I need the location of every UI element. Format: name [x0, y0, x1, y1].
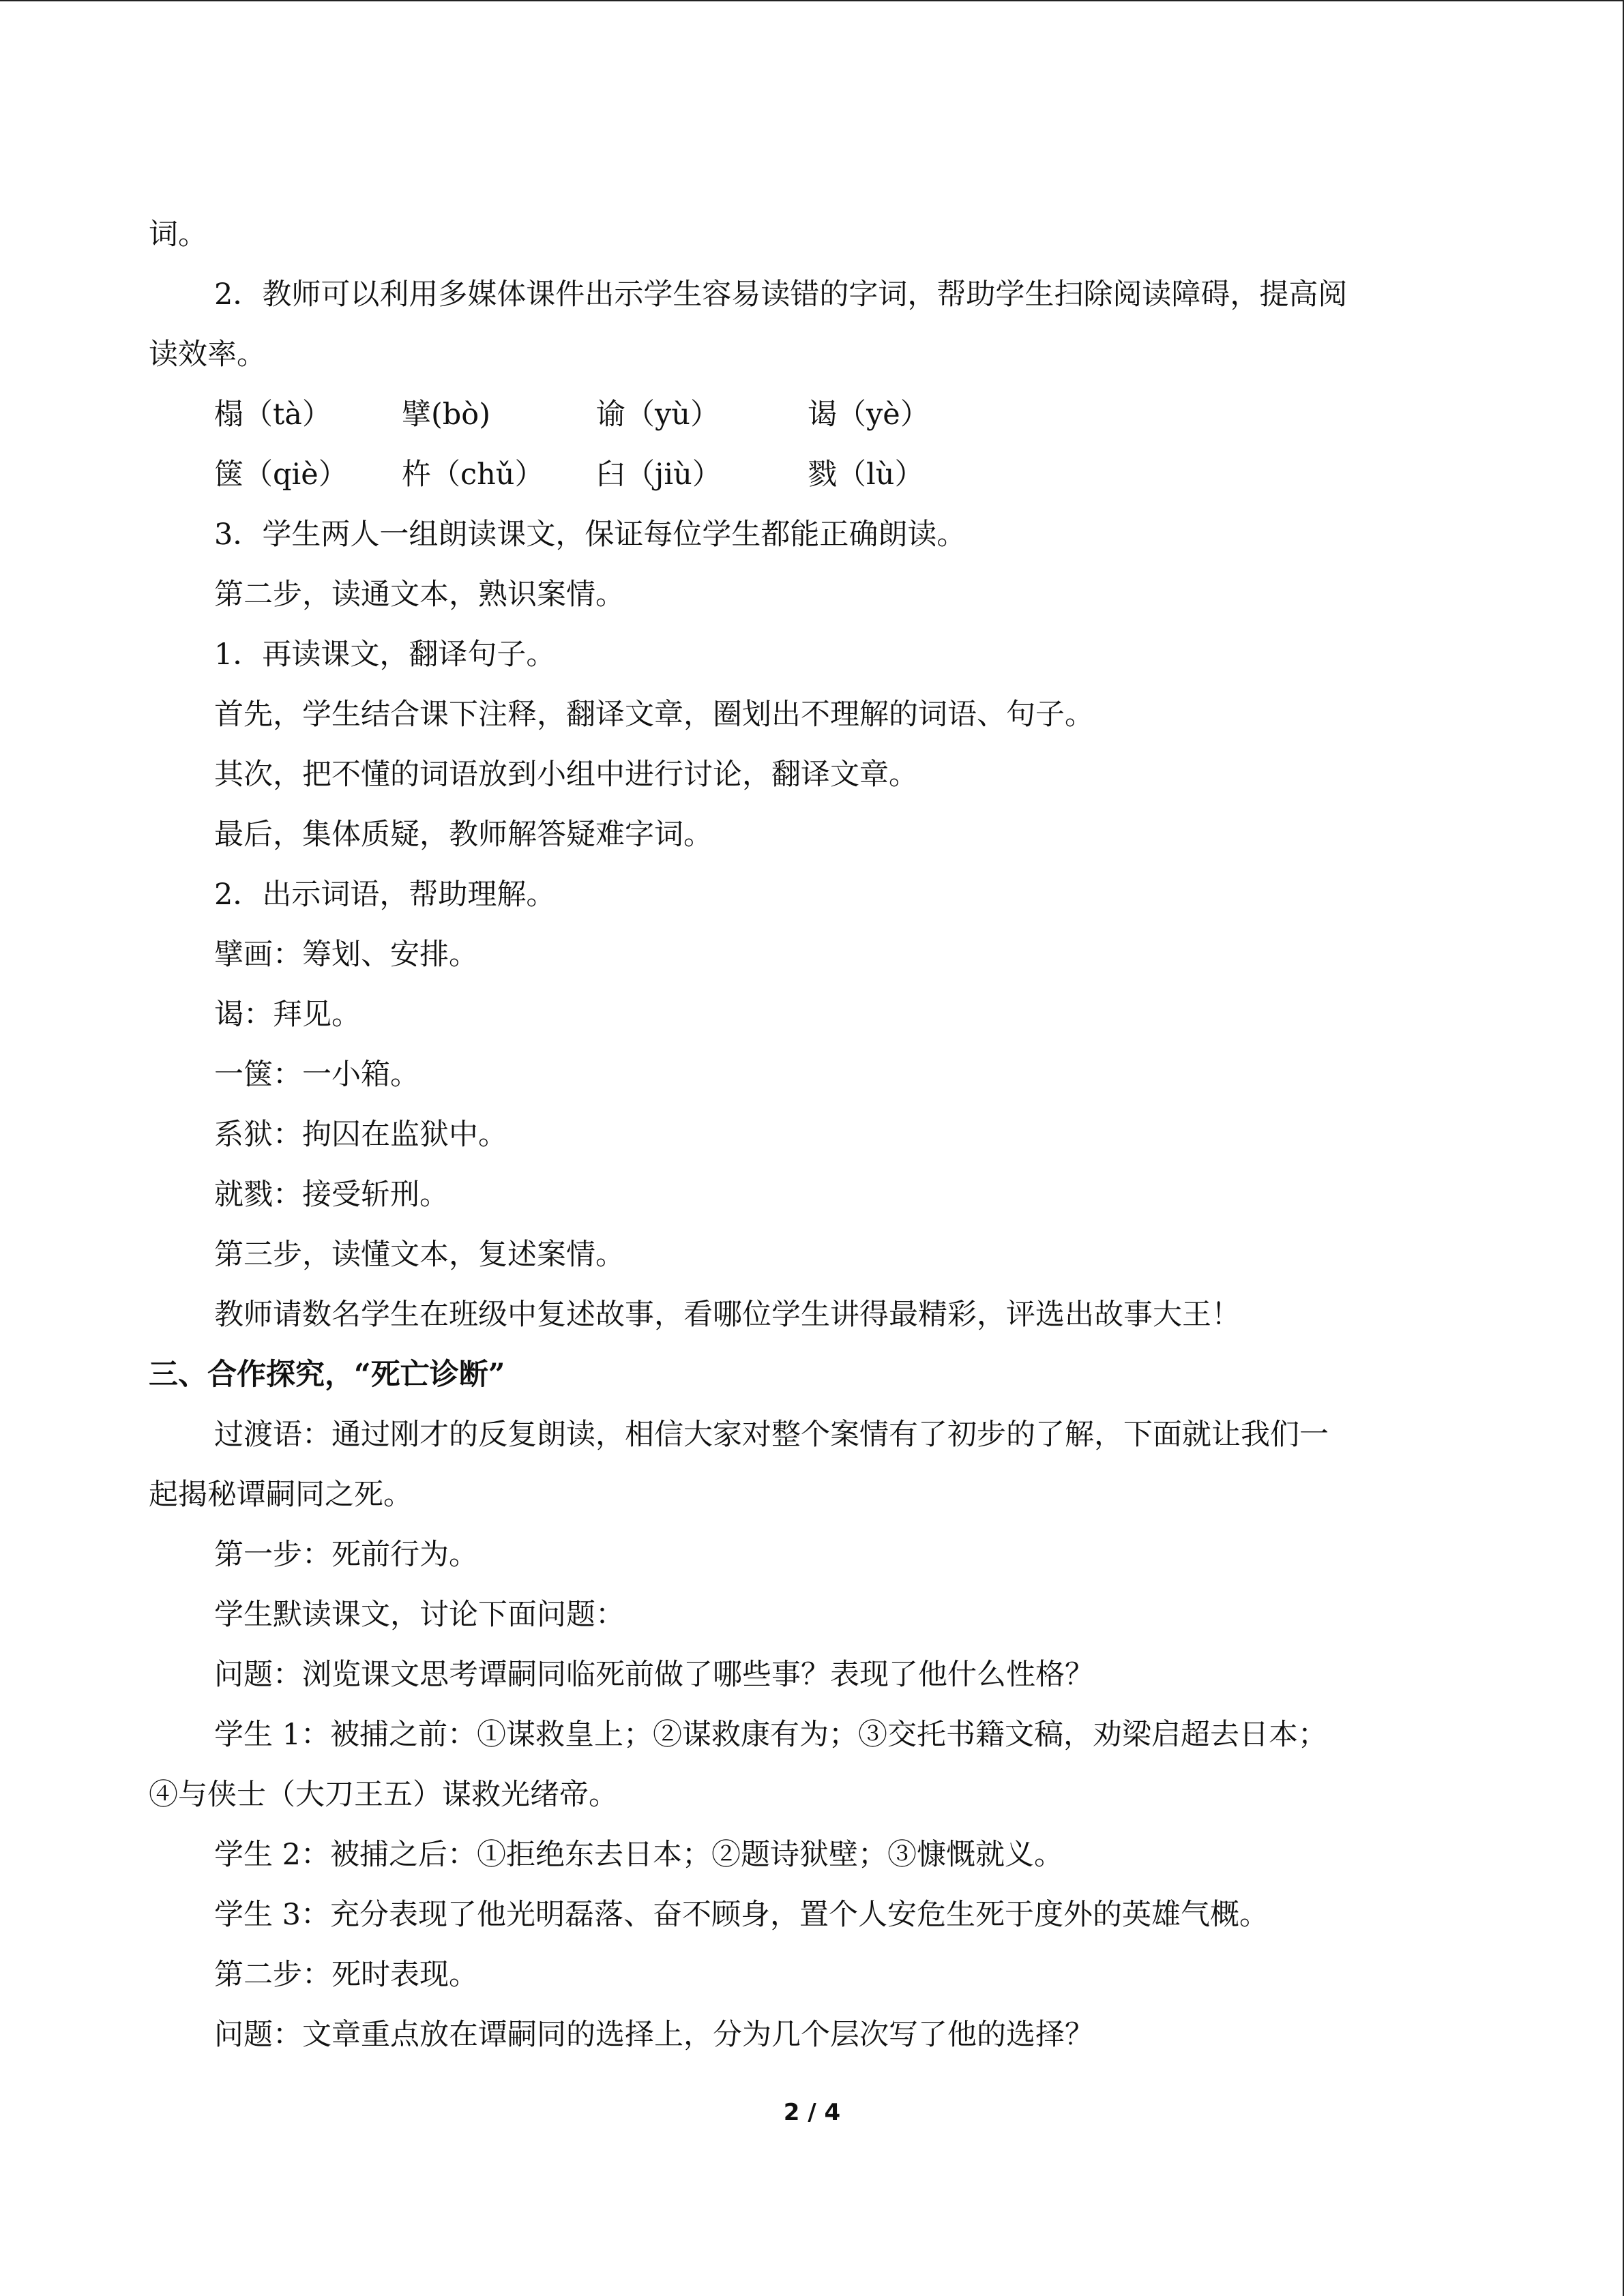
vocab-item: 臼（jiù）	[596, 458, 722, 492]
paragraph-line: 就戮：接受斩刑。	[214, 1178, 449, 1212]
paragraph-line: 第三步，读懂文本，复述案情。	[214, 1238, 625, 1272]
paragraph-line: 一箧：一小箱。	[214, 1058, 419, 1092]
paragraph-line: 学生 3：充分表现了他光明磊落、奋不顾身，置个人安危生死于度外的英雄气概。	[214, 1898, 1269, 1932]
vocab-item: 杵（chǔ）	[402, 458, 544, 492]
vocab-row	[149, 445, 1479, 505]
vocab-row	[149, 385, 1479, 445]
paragraph-line: 教师请数名学生在班级中复述故事，看哪位学生讲得最精彩，评选出故事大王！	[214, 1298, 1241, 1332]
paragraph-line: 首先，学生结合课下注释，翻译文章，圈划出不理解的词语、句子。	[214, 698, 1094, 732]
vocab-item: 榻（tà）	[214, 398, 331, 432]
paragraph-line: 第二步，读通文本，熟识案情。	[214, 578, 625, 612]
vocab-item: 戮（lù）	[808, 458, 924, 492]
paragraph-line: 词。	[149, 218, 207, 252]
section-heading: 三、合作探究，“死亡诊断”	[149, 1358, 505, 1392]
paragraph-line: 最后，集体质疑，教师解答疑难字词。	[214, 818, 713, 852]
paragraph-line: 其次，把不懂的词语放到小组中进行讨论，翻译文章。	[214, 758, 918, 792]
paragraph-line: 第二步：死时表现。	[214, 1958, 478, 1992]
vocab-item: 擘(bò)	[402, 398, 490, 432]
paragraph-line: 问题：浏览课文思考谭嗣同临死前做了哪些事？表现了他什么性格？	[214, 1658, 1094, 1692]
paragraph-line: ④与侠士（大刀王五）谋救光绪帝。	[149, 1778, 618, 1812]
document-body	[149, 205, 1479, 2065]
paragraph-line: 2．出示词语，帮助理解。	[214, 878, 556, 912]
paragraph-line: 学生 1：被捕之前：①谋救皇上；②谋救康有为；③交托书籍文稿，劝梁启超去日本；	[214, 1718, 1328, 1752]
vocab-item: 谕（yù）	[596, 398, 720, 432]
paragraph-line: 1．再读课文，翻译句子。	[214, 638, 556, 672]
paragraph-line: 学生默读课文，讨论下面问题：	[214, 1598, 625, 1632]
paragraph-line: 起揭秘谭嗣同之死。	[149, 1478, 413, 1512]
page-border-top	[0, 0, 1624, 1]
paragraph-line: 学生 2：被捕之后：①拒绝东去日本；②题诗狱壁；③慷慨就义。	[214, 1838, 1064, 1872]
paragraph-line: 擘画：筹划、安排。	[214, 938, 478, 972]
paragraph-line: 2．教师可以利用多媒体课件出示学生容易读错的字词，帮助学生扫除阅读障碍，提高阅	[214, 278, 1348, 312]
paragraph-line: 系狱：拘囚在监狱中。	[214, 1118, 507, 1152]
paragraph-line: 读效率。	[149, 338, 266, 372]
paragraph-line: 第一步：死前行为。	[214, 1538, 478, 1572]
vocab-item: 谒（yè）	[808, 398, 930, 432]
paragraph-line: 谒：拜见。	[214, 998, 361, 1032]
paragraph-line: 问题：文章重点放在谭嗣同的选择上，分为几个层次写了他的选择？	[214, 2018, 1094, 2052]
paragraph-line: 3．学生两人一组朗读课文，保证每位学生都能正确朗读。	[214, 518, 966, 552]
paragraph-line: 过渡语：通过刚才的反复朗读，相信大家对整个案情有了初步的了解，下面就让我们一	[214, 1418, 1329, 1452]
page-number: 2 / 4	[783, 2099, 841, 2126]
vocab-item: 箧（qiè）	[214, 458, 348, 492]
